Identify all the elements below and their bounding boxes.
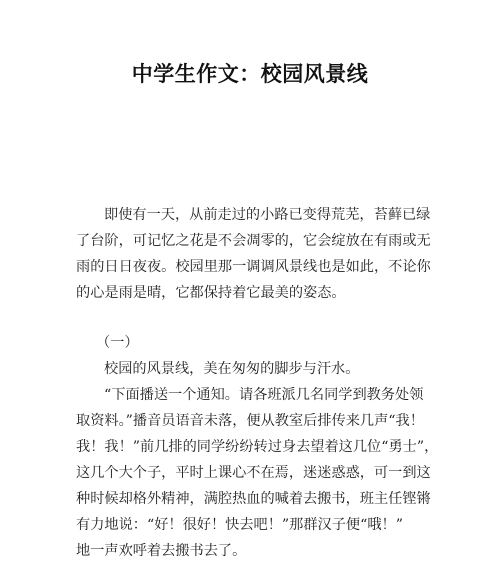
- text-line: “下面播送一个通知。请各班派几名同学到教务处领: [104, 387, 424, 403]
- text-line: 取资料。”播音员语音未落，便从教室后排传来几声“我！: [76, 413, 424, 429]
- intro-paragraph: [76, 202, 431, 306]
- text-line: 了台阶，可记忆之花是不会凋零的，它会绽放在有雨或无: [76, 233, 431, 249]
- text-line: 我！我！”前几排的同学纷纷转过身去望着这几位“勇士”，: [76, 439, 439, 455]
- text-line: 这几个大个子，平时上课心不在焉，迷迷惑惑，可一到这: [76, 465, 431, 481]
- section-heading: [76, 330, 424, 356]
- document-title: 中学生作文：校园风景线: [131, 62, 369, 86]
- section-paragraph: [76, 356, 439, 564]
- text-line: 地一声欢呼着去搬书去了。: [76, 543, 247, 559]
- text-line: 的心是雨是晴，它都保持着它最美的姿态。: [76, 285, 346, 301]
- text-line: 有力地说：“好！很好！快去吧！”那群汉子便“哦！”: [76, 517, 403, 533]
- text-line: 种时候却格外精神，满腔热血的喊着去搬书，班主任铿锵: [76, 491, 431, 507]
- text-line: 雨的日日夜夜。校园里那一调调风景线也是如此，不论你: [76, 259, 431, 275]
- section-marker: （一）: [96, 335, 139, 351]
- text-line: 即使有一天，从前走过的小路已变得荒芜，苔藓已绿: [104, 207, 431, 223]
- section-lead-line: 校园的风景线，美在匆匆的脚步与汗水。: [104, 361, 360, 377]
